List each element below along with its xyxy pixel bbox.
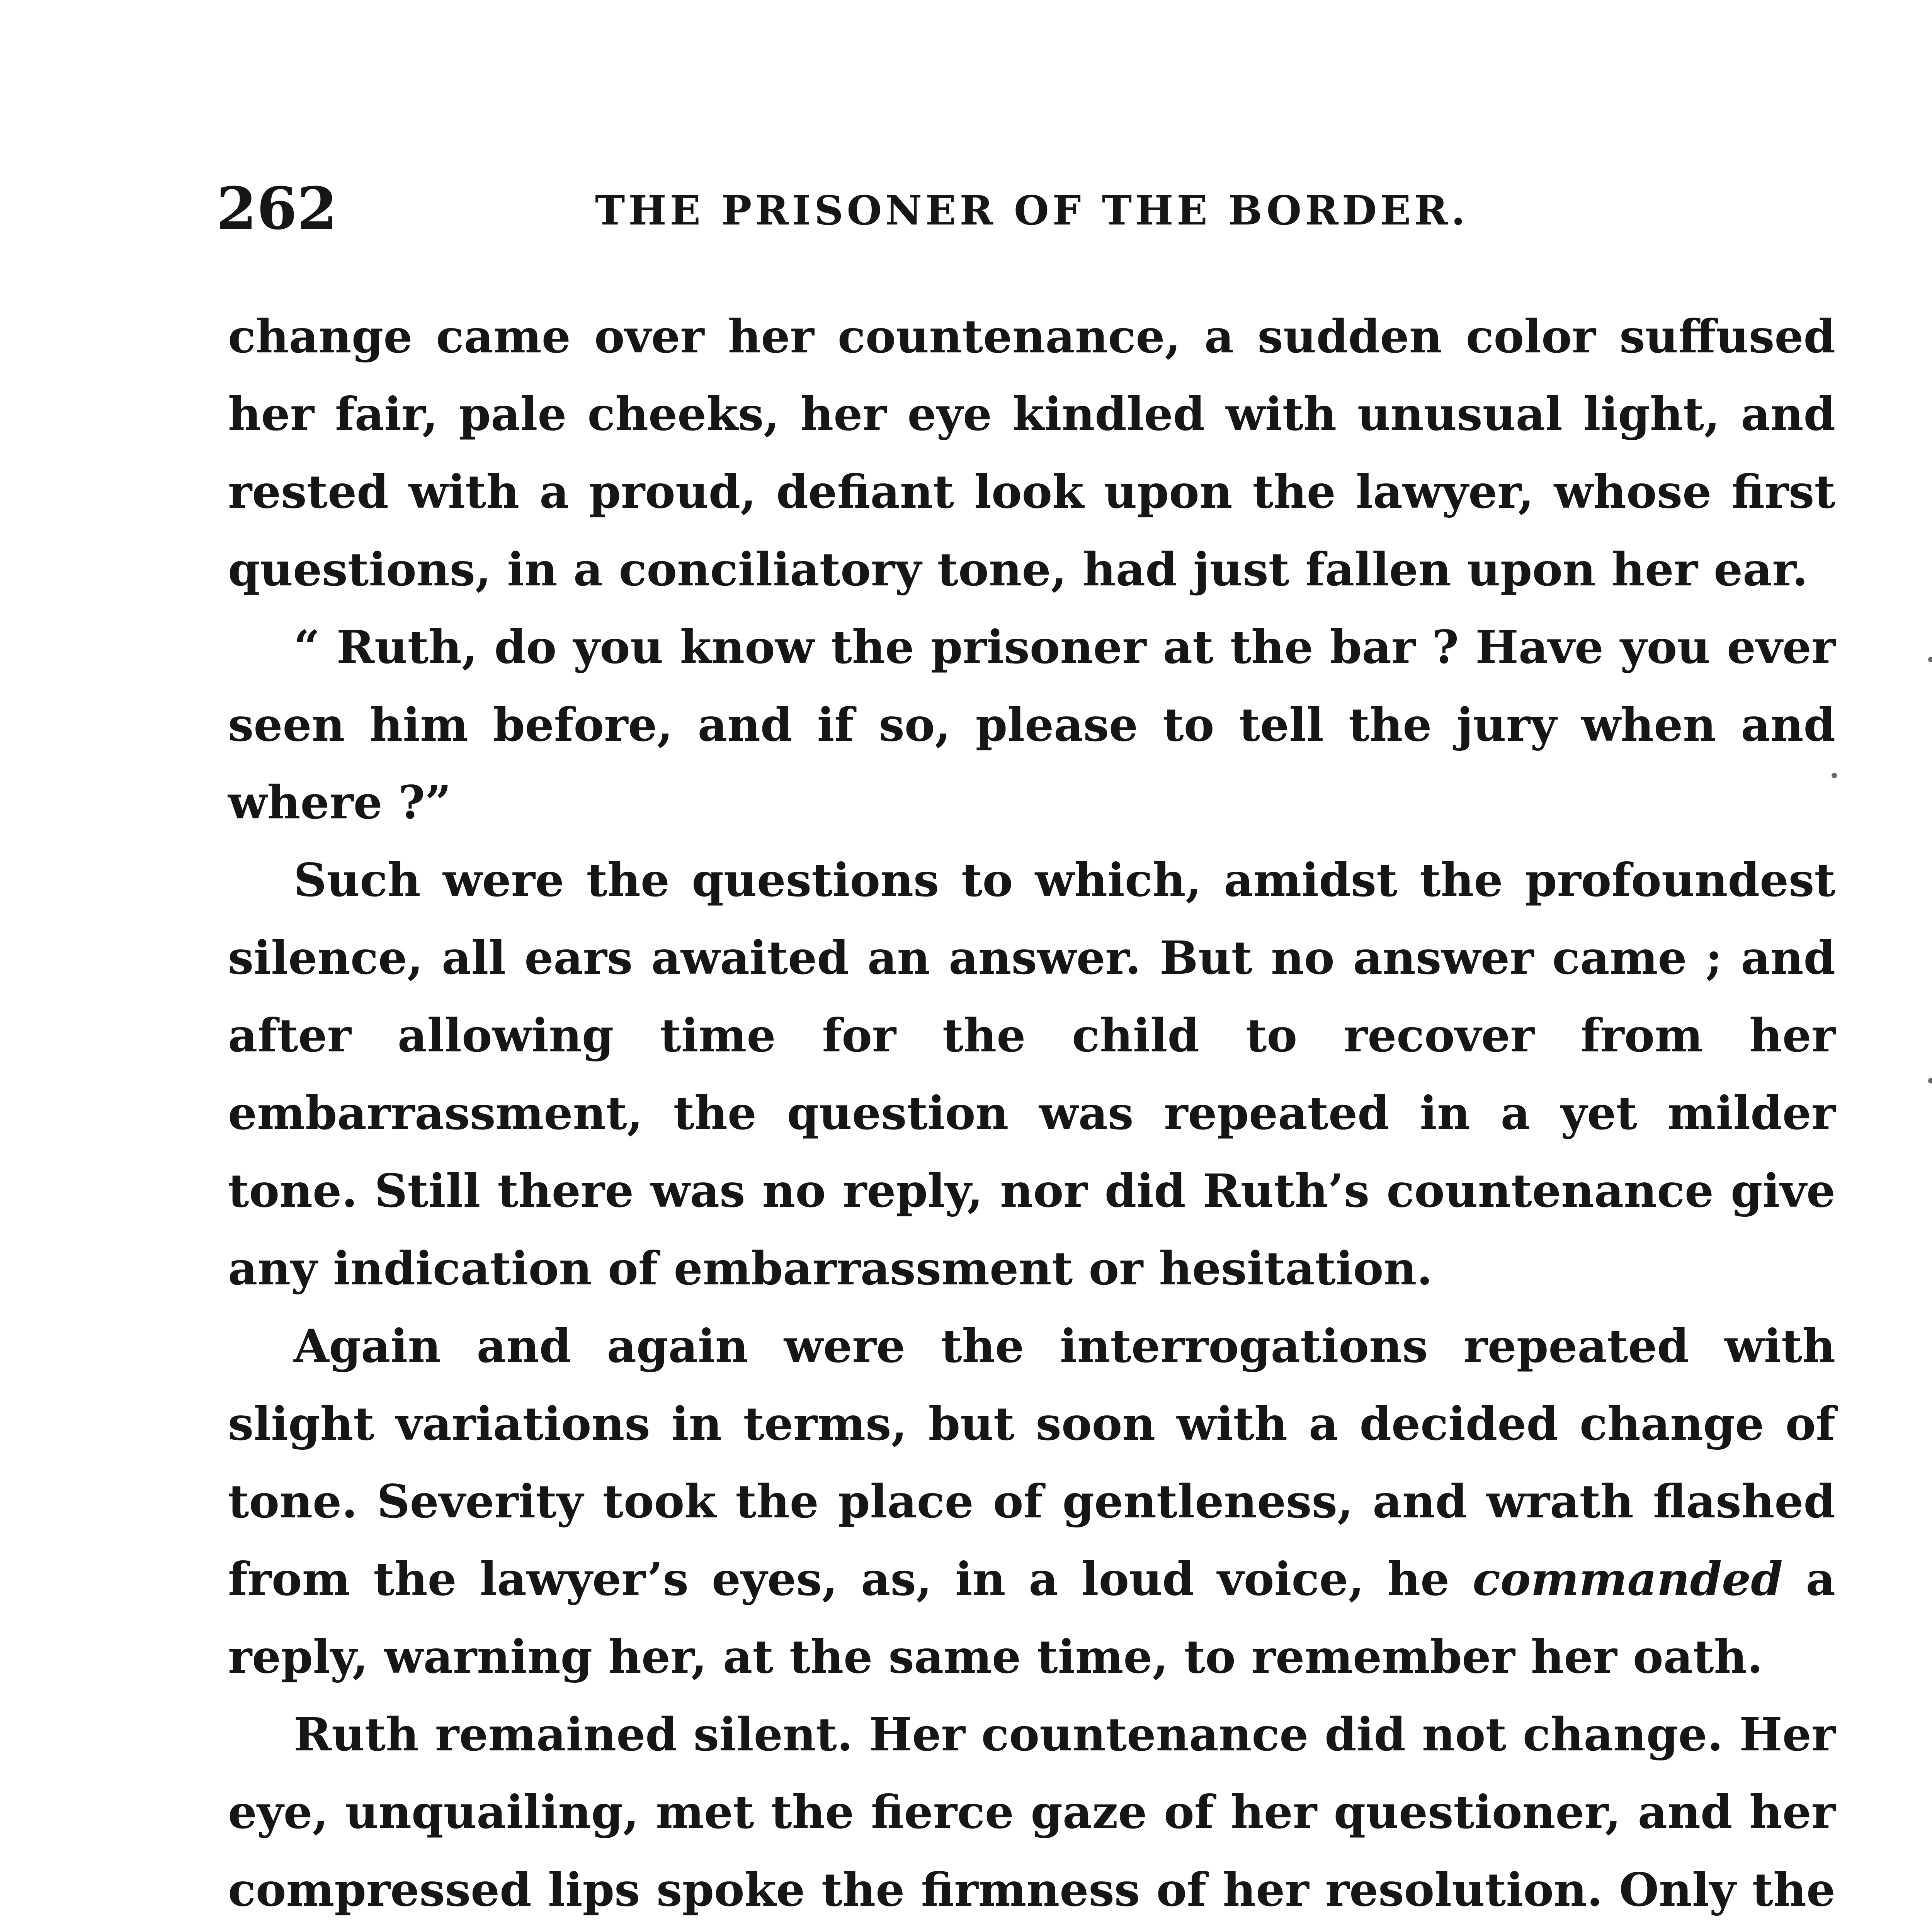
ink-speck bbox=[1928, 1078, 1932, 1083]
paragraph-4-text-before: Again and again were the interrogations repeated with slight variations in terms, but soon with a decided change of tone. Severity took the place of gentleness, and wrath flashed from the lawyer’s eyes, as, in a loud voice, he bbox=[228, 1319, 1835, 1606]
paragraph-5: Ruth remained silent. Her countenance did not change. Her eye, unquailing, met the fierce gaze of her questioner, and her compressed lips spoke the firmness of her resolution. Only the bbox=[228, 1708, 1835, 1917]
page-header bbox=[216, 170, 1847, 247]
running-title: THE PRISONER OF THE BORDER. bbox=[595, 187, 1469, 234]
body-text bbox=[228, 298, 1835, 1932]
paragraph-3: Such were the questions to which, amidst the profoundest silence, all ears awaited an answer. But no answer came ; and after allowing time for the child to recover from her embarrassment, the question was repeated in a yet milder tone. Still there was no reply, nor did Ruth’s countenance give any indication of embarrassment or hesitation. bbox=[228, 853, 1835, 1295]
paragraph-1: change came over her countenance, a sudden color suffused her fair, pale cheeks, her eye kindled with unusual light, and rested with a proud, defiant look upon the lawyer, whose first questions, in a conciliatory tone, had just fallen upon her ear. bbox=[228, 310, 1835, 596]
paragraph-4-text-after: a reply, warning her, at the same time, to remember her oath. bbox=[228, 1552, 1835, 1684]
page-number: 262 bbox=[216, 175, 338, 243]
ink-speck bbox=[1832, 773, 1837, 778]
ink-speck bbox=[1928, 657, 1932, 662]
paragraph-2: “ Ruth, do you know the prisoner at the bar ? Have you ever seen him before, and if so, please to tell the jury when and where ?” bbox=[228, 620, 1835, 829]
paragraph-4-emphasis: commanded bbox=[1473, 1552, 1783, 1606]
paragraph-4 bbox=[228, 1307, 1835, 1696]
